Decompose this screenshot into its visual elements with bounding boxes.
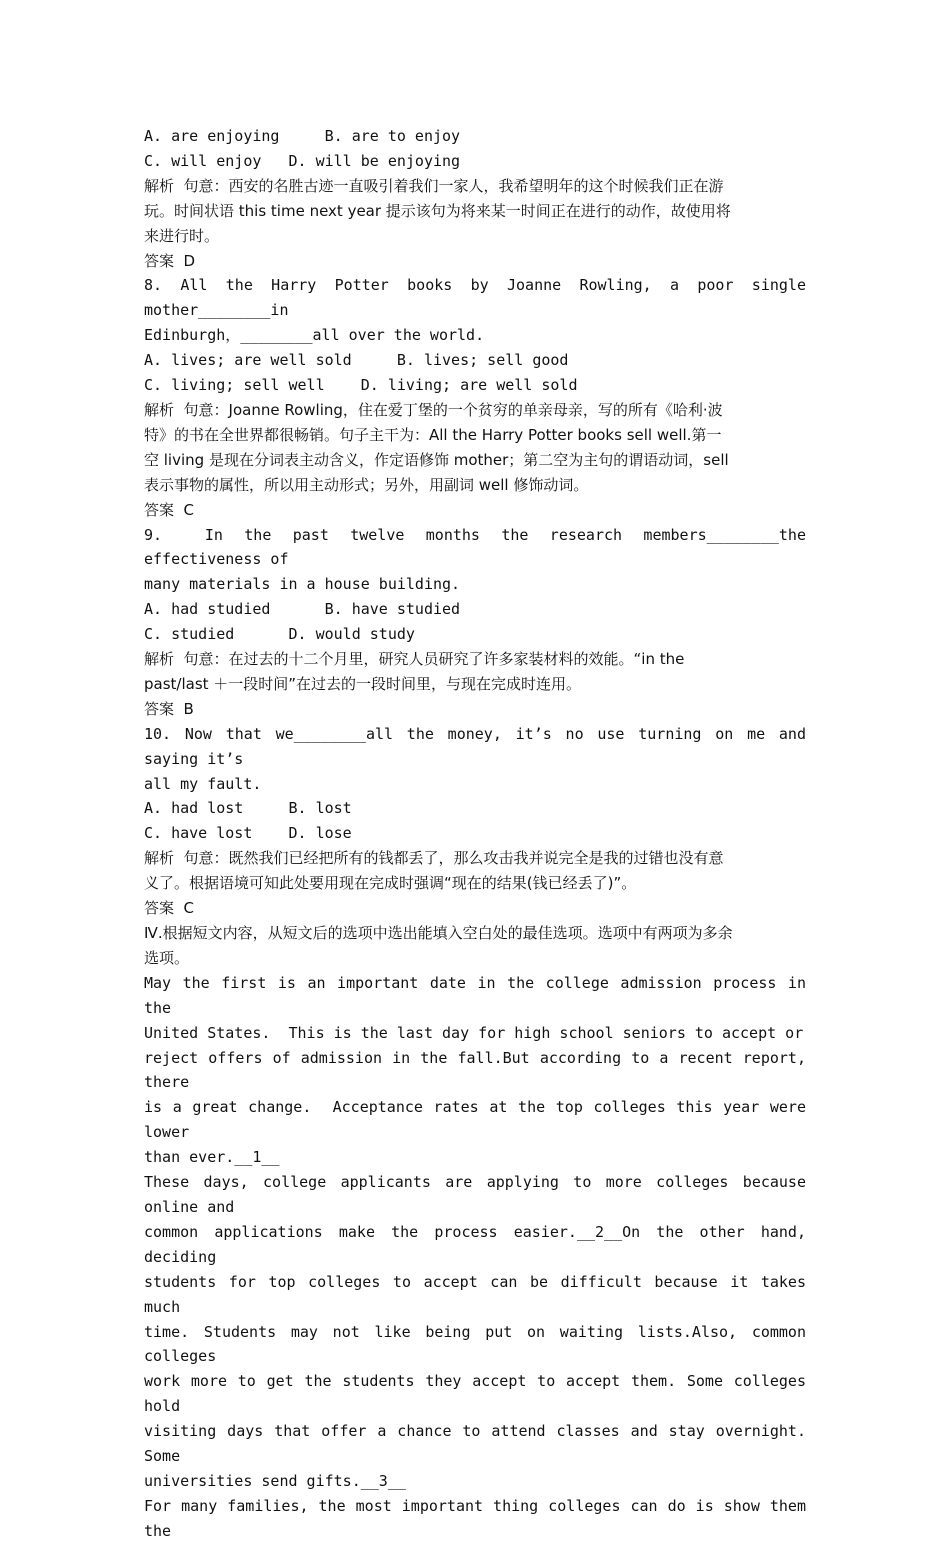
question-line: all my fault. [144, 774, 262, 793]
analysis-line: 解析 句意：西安的名胜古迹一直吸引着我们一家人，我希望明年的这个时候我们正在游 [144, 176, 724, 195]
answer-line: 答案 B [144, 699, 194, 718]
analysis-line: 表示事物的属性，所以用主动形式；另外，用副词 well 修饰动词。 [144, 475, 589, 494]
text-line: C. will enjoy D. will be enjoying [144, 151, 461, 170]
question-line: Edinburgh，________all over the world. [144, 326, 485, 345]
option-line: A. had lost B. lost [144, 799, 352, 818]
passage-line: United States. This is the last day for high school seniors to accept or [144, 1023, 804, 1042]
section-heading: Ⅳ.根据短文内容，从短文后的选项中选出能填入空白处的最佳选项。选项中有两项为多余 [144, 924, 733, 942]
text-line: A. are enjoying B. are to enjoy [144, 127, 461, 145]
passage-line: time. Students may not like being put on waiting lists.Also, common colleges [144, 1322, 816, 1366]
answer-line: 答案 C [144, 500, 195, 519]
passage-line: visiting days that offer a chance to attend classes and stay overnight. Some [144, 1422, 825, 1466]
passage-line: reject offers of admission in the fall.But according to a recent report, there [144, 1048, 816, 1092]
analysis-line: 玩。时间状语 this time next year 提示该句为将来某一时间正在进行的动作，故使用将 [144, 201, 731, 220]
analysis-line: 义了。根据语境可知此处要用现在完成时强调“现在的结果(钱已经丢了)”。 [144, 874, 637, 893]
analysis-line: 空 living 是现在分词表主动含义，作定语修饰 mother；第二空为主句的谓语动词，sell [144, 450, 729, 469]
question-line: 10. Now that we________all the money, it’s no use turning on me and saying it’s [144, 724, 816, 768]
passage-line: students for top colleges to accept can be difficult because it takes much [144, 1272, 816, 1316]
passage-line: For many families, the most important thing colleges can do is show them the [144, 1496, 816, 1540]
option-line: C. have lost D. lose [144, 824, 352, 843]
option-line: A. lives; are well sold B. lives; sell good [144, 351, 569, 370]
question-line: many materials in a house building. [144, 575, 461, 594]
document-page [144, 124, 825, 1544]
analysis-line: 解析 句意：Joanne Rowling，住在爱丁堡的一个贫穷的单亲母亲，写的所有《哈利·波 [144, 400, 723, 419]
option-line: A. had studied B. have studied [144, 600, 461, 619]
passage-line: universities send gifts.__3__ [144, 1471, 406, 1490]
option-line: C. living; sell well D. living; are well sold [144, 376, 578, 395]
passage-line: work more to get the students they accept to accept them. Some colleges hold [144, 1372, 816, 1416]
section-heading: 选项。 [144, 948, 190, 967]
passage-line: May the first is an important date in the college admission process in the [144, 973, 816, 1017]
passage-line: common applications make the process easier.__2__On the other hand, deciding [144, 1222, 816, 1266]
question-line: 9. In the past twelve months the research members________the effectiveness of [144, 525, 816, 569]
analysis-line: past/last ＋一段时间”在过去的一段时间里，与现在完成时连用。 [144, 674, 582, 693]
analysis-line: 解析 句意：在过去的十二个月里，研究人员研究了许多家装材料的效能。“in the [144, 650, 685, 669]
question-line: 8. All the Harry Potter books by Joanne Rowling, a poor single mother________in [144, 276, 816, 320]
passage-line: These days, college applicants are applying to more colleges because online and [144, 1173, 816, 1216]
analysis-line: 特》的书在全世界都很畅销。句子主干为：All the Harry Potter books sell well.第一 [144, 425, 722, 444]
answer-line: 答案 C [144, 899, 195, 918]
answer-line: 答案 D [144, 251, 196, 270]
passage-line: than ever.__1__ [144, 1148, 280, 1167]
analysis-line: 解析 句意：既然我们已经把所有的钱都丢了，那么攻击我并说完全是我的过错也没有意 [144, 849, 724, 868]
option-line: C. studied D. would study [144, 625, 415, 644]
analysis-line: 来进行时。 [144, 226, 220, 245]
passage-line: is a great change. Acceptance rates at the top colleges this year were lower [144, 1098, 816, 1142]
